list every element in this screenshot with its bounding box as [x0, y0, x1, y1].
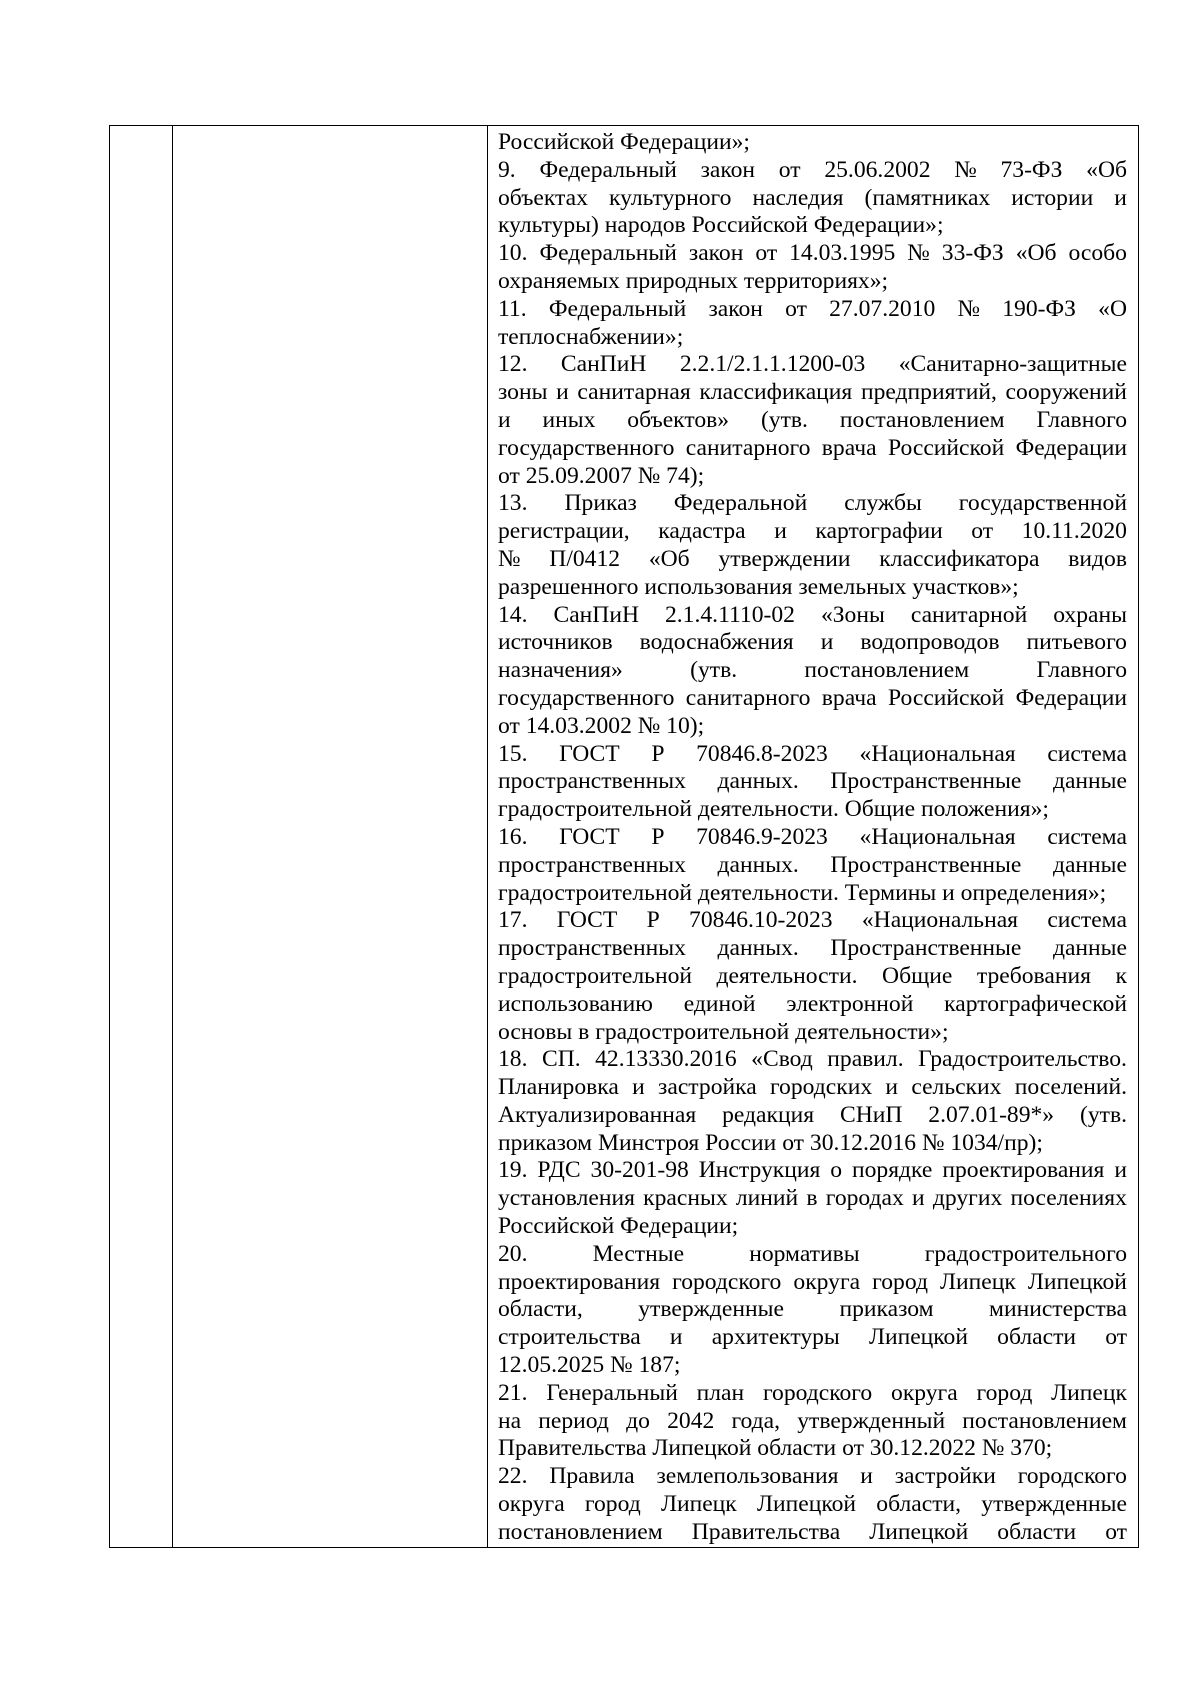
text-line: объектах культурного наследия (памятниках истории и — [498, 184, 1127, 211]
text-line: 15. ГОСТ Р 70846.8-2023 «Национальная система — [498, 740, 1127, 767]
text-line: градостроительной деятельности. Термины и определения»; — [498, 879, 1107, 906]
text-line: Правительства Липецкой области от 30.12.2022 № 370; — [498, 1435, 1053, 1462]
text-line: 16. ГОСТ Р 70846.9-2023 «Национальная система — [498, 823, 1127, 850]
text-line: и иных объектов» (утв. постановлением Главного — [498, 406, 1127, 433]
name-column-cell — [173, 126, 488, 1548]
text-line: № П/0412 «Об утверждении классификатора видов — [498, 545, 1127, 572]
text-line: государственного санитарного врача Российской Федерации — [498, 684, 1127, 711]
text-line: назначения» (утв. постановлением Главного — [498, 657, 1127, 684]
text-line: Российской Федерации; — [498, 1213, 739, 1240]
text-line: регистрации, кадастра и картографии от 10.11.2020 — [498, 518, 1127, 545]
text-line: градостроительной деятельности. Общие требования к — [498, 962, 1127, 989]
text-line: основы в градостроительной деятельности»; — [498, 1018, 949, 1045]
text-line: 12.05.2025 № 187; — [498, 1352, 681, 1379]
text-line: градостроительной деятельности. Общие положения»; — [498, 796, 1049, 823]
text-line: проектирования городского округа город Липецк Липецкой — [498, 1268, 1127, 1295]
text-line: 21. Генеральный план городского округа город Липецк — [498, 1379, 1127, 1406]
text-line: приказом Минстроя России от 30.12.2016 № 1034/пр); — [498, 1129, 1043, 1156]
text-line: 9. Федеральный закон от 25.06.2002 № 73-ФЗ «Об — [498, 156, 1127, 183]
text-line: постановлением Правительства Липецкой области от — [498, 1518, 1127, 1545]
text-line: использованию единой электронной картографической — [498, 990, 1127, 1017]
text-line: теплоснабжении»; — [498, 323, 684, 350]
text-line: установления красных линий в городах и других поселениях — [498, 1185, 1127, 1212]
text-line: от 25.09.2007 № 74); — [498, 462, 705, 489]
number-column-cell — [110, 126, 173, 1548]
text-line: округа город Липецк Липецкой области, утвержденные — [498, 1491, 1127, 1518]
text-line: 13. Приказ Федеральной службы государственной — [498, 490, 1127, 517]
text-line: 22. Правила землепользования и застройки городского — [498, 1463, 1127, 1490]
text-line: пространственных данных. Пространственные данные — [498, 768, 1127, 795]
table-row — [110, 126, 1139, 1548]
text-line: 19. РДС 30-201-98 Инструкция о порядке проектирования и — [498, 1157, 1127, 1184]
text-line: культуры) народов Российской Федерации»; — [498, 212, 944, 239]
text-line: 10. Федеральный закон от 14.03.1995 № 33-ФЗ «Об особо — [498, 240, 1127, 267]
text-line: пространственных данных. Пространственные данные — [498, 935, 1127, 962]
text-line: Планировка и застройка городских и сельских поселений. — [498, 1074, 1127, 1101]
text-line: Российской Федерации»; — [498, 129, 750, 155]
content-column-cell — [488, 126, 1139, 1548]
text-line: разрешенного использования земельных участков»; — [498, 573, 1019, 600]
text-line: 17. ГОСТ Р 70846.10-2023 «Национальная система — [498, 907, 1127, 934]
text-line: пространственных данных. Пространственные данные — [498, 851, 1127, 878]
text-line: 20. Местные нормативы градостроительного — [498, 1240, 1127, 1267]
text-line: 18. СП. 42.13330.2016 «Свод правил. Градостроительство. — [498, 1046, 1127, 1073]
text-line: 12. СанПиН 2.2.1/2.1.1.1200-03 «Санитарно-защитные — [498, 351, 1127, 378]
text-line: области, утвержденные приказом министерства — [498, 1296, 1127, 1323]
text-line: государственного санитарного врача Российской Федерации — [498, 434, 1127, 461]
text-line: зоны и санитарная классификация предприятий, сооружений — [498, 379, 1127, 406]
text-line: строительства и архитектуры Липецкой области от — [498, 1324, 1127, 1351]
regulation-list — [488, 126, 1138, 1547]
text-line: Актуализированная редакция СНиП 2.07.01-89*» (утв. — [498, 1101, 1127, 1128]
text-line: на период до 2042 года, утвержденный постановлением — [498, 1407, 1127, 1434]
text-line: охраняемых природных территориях»; — [498, 267, 889, 294]
text-line: от 14.03.2002 № 10); — [498, 712, 705, 739]
text-line: 11. Федеральный закон от 27.07.2010 № 190-ФЗ «О — [498, 295, 1127, 322]
text-line: источников водоснабжения и водопроводов питьевого — [498, 629, 1127, 656]
text-line: 14. СанПиН 2.1.4.1110-02 «Зоны санитарной охраны — [498, 601, 1127, 628]
document-table — [109, 125, 1139, 1548]
